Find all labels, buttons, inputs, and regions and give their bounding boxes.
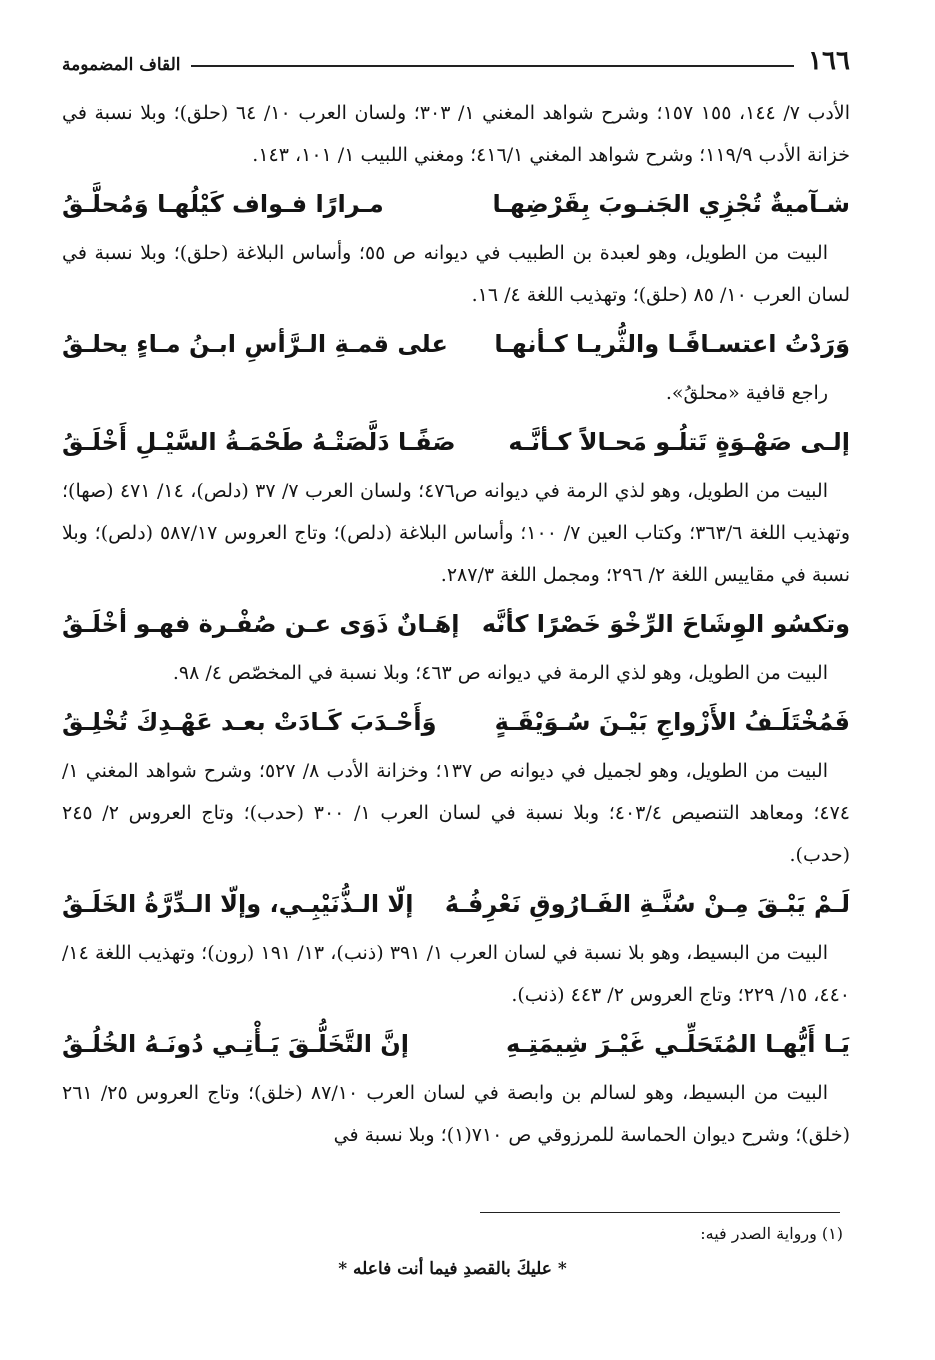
verse-second-hemistich: مـرارًا فـواف كَيْلُهـا وَمُحلَّـقُ	[62, 190, 384, 218]
footnotes	[62, 1220, 843, 1284]
footnote-text: (١) ورواية الصدر فيه:	[700, 1224, 843, 1243]
verse-second-hemistich: صَفًـا دَلَّصَتْـهُ طَحْمَـةُ السَّيْـلِ أَخْلَـقُ	[62, 428, 456, 456]
footnote-verse: * عليكَ بالقصدِ فيما أنت فاعله *	[338, 1259, 567, 1279]
verse-second-hemistich: إنَّ التَّخَلُّـقَ يَـأْتِـي دُونَـهُ الخُلُـقُ	[62, 1030, 409, 1058]
verse-first-hemistich: وَرَدْتُ اعتسـافًـا والثُّريـا كـأنهـا	[494, 330, 850, 358]
page-number: ١٦٦	[808, 46, 850, 76]
footnote-separator	[480, 1212, 840, 1213]
running-title: القاف المضمومة	[62, 55, 181, 75]
poem-verse	[62, 876, 850, 932]
commentary-paragraph: البيت من الطويل، وهو لذي الرمة في ديوانه ص٤٧٦؛ ولسان العرب ٧/ ٣٧ (دلص)، ١٤/ ٤٧١ (صها)؛ وتهذيب اللغة ٣٦٣/٦؛ وكتاب العين ٧/ ١٠٠؛ وأساس البلاغة (دلص)؛ وتاج العروس ٥٨٧/١٧ (دلص)؛ وبلا نسبة في مقاييس اللغة ٢/ ٢٩٦؛ ومجمل اللغة ٢٨٧/٣.	[62, 480, 850, 586]
poem-verse	[62, 176, 850, 232]
page-body	[62, 92, 850, 1156]
commentary-paragraph: راجع قافية «محلقُ».	[665, 382, 828, 404]
commentary-paragraph: البيت من الطويل، وهو لجميل في ديوانه ص ١٣٧؛ وخزانة الأدب ٨/ ٥٢٧؛ وشرح شواهد المغني ١/ ٤٧٤؛ ومعاهد التنصيص ٤٠٣/٤؛ وبلا نسبة في لسان العرب ١/ ٣٠٠ (حدب)؛ وتاج العروس ٢/ ٢٤٥ (حدب).	[62, 760, 851, 866]
verse-second-hemistich: إهَـانٌ ذَوَى عـن صُفْـرة فهـو أخْلَـقُ	[62, 610, 460, 638]
verse-first-hemistich: وتكسُو الوِشَاحَ الرِّخْوَ خَصْرًا كأنَّه	[481, 610, 850, 638]
header-rule	[191, 65, 795, 67]
verse-second-hemistich: إلّا الـذُّنَيْبِـي، وإلّا الـدِّرَّةُ الخَلَـقُ	[62, 890, 414, 918]
verse-first-hemistich: شـآميةٌ تُجْزِي الجَنـوبَ بِقَرْضِهـا	[492, 190, 850, 218]
verse-first-hemistich: إلـى صَهْـوَةٍ تَتلُـو مَحـالاً كـأنَّـه	[508, 428, 850, 456]
commentary-paragraph: البيت من الطويل، وهو لذي الرمة في ديوانه ص ٤٦٣؛ وبلا نسبة في المخصّص ٤/ ٩٨.	[172, 662, 828, 684]
commentary-paragraph: البيت من الطويل، وهو لعبدة بن الطبيب في ديوانه ص ٥٥؛ وأساس البلاغة (حلق)؛ وبلا نسبة في لسان العرب ١٠/ ٨٥ (حلق)؛ وتهذيب اللغة ٤/ ١٦.	[62, 242, 850, 306]
poem-verse	[62, 414, 850, 470]
verse-first-hemistich: فَمُخْتَلَـفُ الأَزْواجِ بَيْـنَ سُـوَيْقَـةٍ	[494, 708, 850, 736]
commentary-paragraph: البيت من البسيط، وهو لسالم بن وابصة في لسان العرب ٨٧/١٠ (خلق)؛ وتاج العروس ٢٥/ ٢٦١ (خلق)؛ وشرح ديوان الحماسة للمرزوقي ص ٧١٠(١)؛ وبلا نسبة في	[62, 1082, 850, 1146]
poem-verse	[62, 596, 850, 652]
verse-first-hemistich: لَـمْ يَبْـقَ مِـنْ سُنَّـةِ الفَـارُوقِ نَعْرِفُـهُ	[444, 890, 850, 918]
verse-first-hemistich: يَـا أَيُّهـا المُتَحَلِّـي غَيْـرَ شِيمَتِـهِ	[505, 1030, 850, 1058]
verse-second-hemistich: وَأَحْـدَبَ كَـادَتْ بعـد عَهْـدِكَ تُخْلِـقُ	[62, 708, 437, 736]
poem-verse	[62, 1016, 850, 1072]
poem-verse	[62, 694, 850, 750]
poem-verse	[62, 316, 850, 372]
commentary-paragraph: البيت من البسيط، وهو بلا نسبة في لسان العرب ١/ ٣٩١ (ذنب)، ١٣/ ١٩١ (رون)؛ وتهذيب اللغة ١٤/ ٤٤٠، ١٥/ ٢٢٩؛ وتاج العروس ٢/ ٤٤٣ (ذنب).	[62, 942, 850, 1006]
verse-second-hemistich: على قمـةِ الـرَّأسِ ابـنُ مـاءٍ يحلـقُ	[62, 330, 448, 358]
commentary-paragraph: الأدب ٧/ ١٤٤، ١٥٥ ١٥٧؛ وشرح شواهد المغني ١/ ٣٠٣؛ ولسان العرب ١٠/ ٦٤ (حلق)؛ وبلا نسبة في خزانة الأدب ١١٩/٩؛ وشرح شواهد المغني ٤١٦/١؛ ومغني اللبيب ١/ ١٠١، ١٤٣.	[62, 102, 851, 166]
page-header	[62, 42, 850, 76]
